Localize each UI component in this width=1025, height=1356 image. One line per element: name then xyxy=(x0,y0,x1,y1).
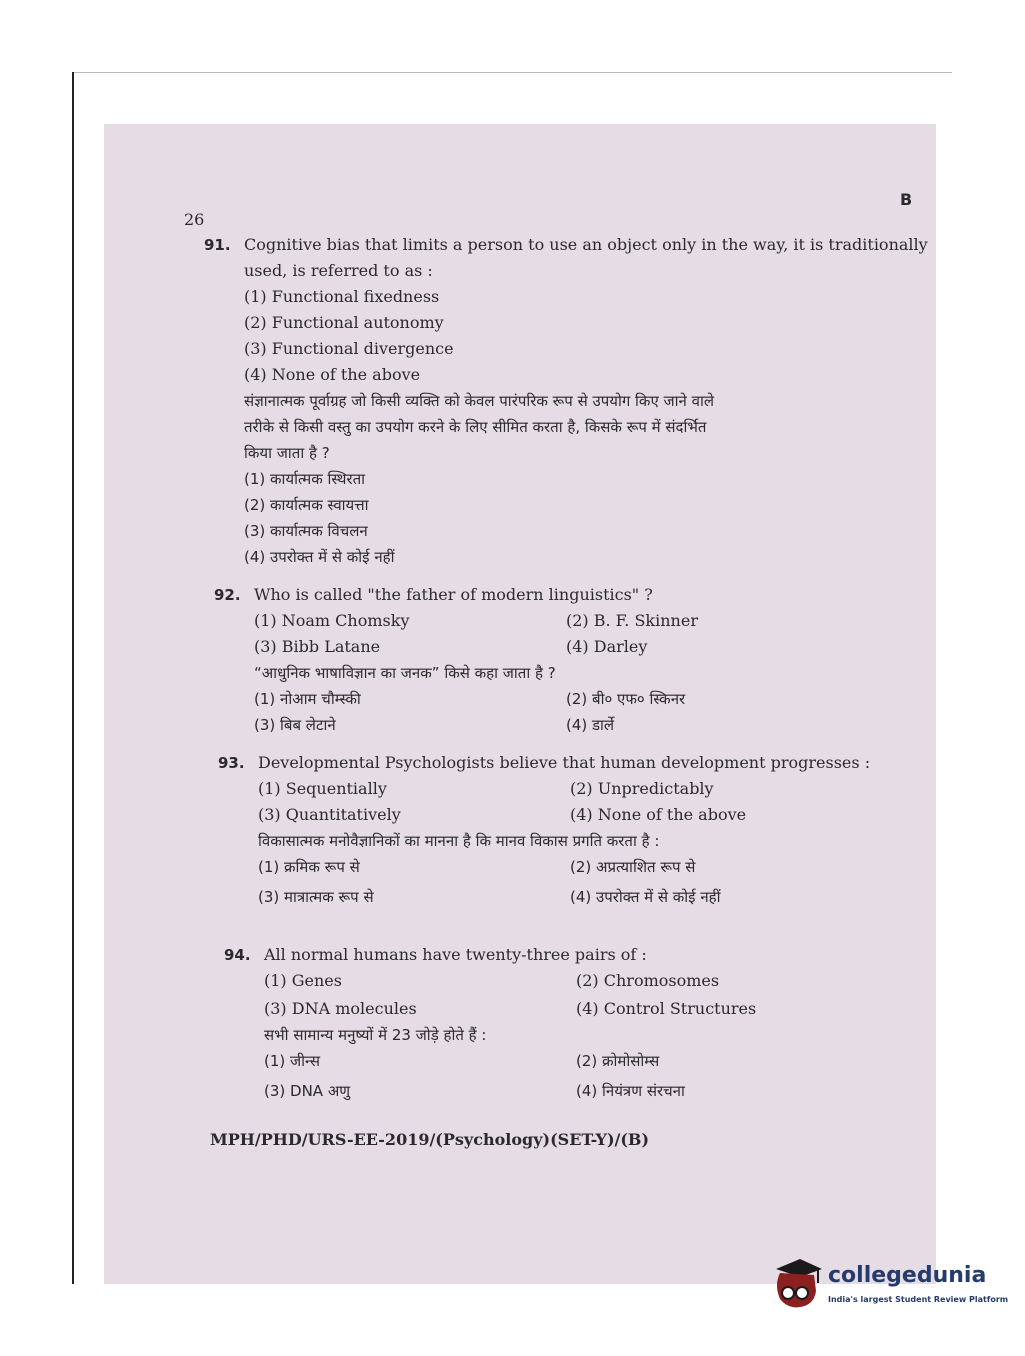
option-en: (3) DNA molecules xyxy=(264,999,417,1018)
question-paper-page xyxy=(104,124,936,1284)
question-92 xyxy=(214,582,698,738)
options-hi xyxy=(258,854,870,910)
option-hi: (2) कार्यात्मक स्वायत्ता xyxy=(244,496,369,514)
option-en: (1) Sequentially xyxy=(258,779,387,798)
options-hi xyxy=(254,686,686,738)
scan-edge-top xyxy=(72,72,952,73)
options-en xyxy=(258,776,870,828)
option-en: (2) Unpredictably xyxy=(570,779,714,798)
option-hi: (3) कार्यात्मक विचलन xyxy=(244,522,368,540)
question-text-en: Cognitive bias that limits a person to use an object only in the way, it is traditionally xyxy=(244,235,928,254)
option-en: (4) Control Structures xyxy=(576,999,757,1018)
scan-edge-left xyxy=(72,72,74,1284)
question-number: 92. xyxy=(214,586,241,604)
option-en: (4) None of the above xyxy=(570,805,747,824)
option-en: (1) Noam Chomsky xyxy=(254,611,410,630)
option-hi: (3) DNA अणु xyxy=(264,1082,351,1100)
option-en: (2) Chromosomes xyxy=(576,971,720,990)
question-number: 93. xyxy=(218,754,245,772)
question-91 xyxy=(204,232,928,570)
option-hi: (1) जीन्स xyxy=(264,1052,321,1070)
question-text-hi: संज्ञानात्मक पूर्वाग्रह जो किसी व्यक्ति को केवल पारंपरिक रूप से उपयोग किए जाने वाले xyxy=(244,392,715,410)
option-hi: (2) अप्रत्याशित रूप से xyxy=(570,858,696,876)
brand-tagline: India's largest Student Review Platform xyxy=(828,1295,1009,1304)
option-hi: (1) क्रमिक रूप से xyxy=(258,858,360,876)
question-text-hi: सभी सामान्य मनुष्यों में 23 जोड़े होते हैं : xyxy=(264,1026,487,1044)
collegedunia-logo xyxy=(770,1255,1009,1315)
option-hi: (4) उपरोक्त में से कोई नहीं xyxy=(244,548,395,566)
question-number: 94. xyxy=(224,946,251,964)
mascot-icon xyxy=(770,1255,824,1313)
question-text-hi: तरीके से किसी वस्तु का उपयोग करने के लिए सीमित करता है, किसके रूप में संदर्भित xyxy=(244,418,707,436)
option-hi: (1) नोआम चौम्स्की xyxy=(254,690,361,708)
option-en: (1) Genes xyxy=(264,971,342,990)
question-number: 91. xyxy=(204,236,231,254)
option-en: (2) B. F. Skinner xyxy=(566,611,698,630)
question-text-en: used, is referred to as : xyxy=(244,261,433,280)
question-93 xyxy=(218,750,871,910)
options-hi xyxy=(264,1048,685,1104)
option-en: (4) None of the above xyxy=(244,365,421,384)
option-en: (2) Functional autonomy xyxy=(244,313,444,332)
question-text-hi: किया जाता है ? xyxy=(244,444,330,462)
question-text-en: Who is called "the father of modern linguistics" ? xyxy=(254,585,653,604)
set-letter: B xyxy=(900,190,913,209)
option-hi: (3) बिब लेटाने xyxy=(254,716,336,734)
option-hi: (2) क्रोमोसोम्स xyxy=(576,1052,660,1070)
option-en: (4) Darley xyxy=(566,637,648,656)
option-hi: (4) उपरोक्त में से कोई नहीं xyxy=(570,888,721,906)
paper-footer-code: MPH/PHD/URS-EE-2019/(Psychology)(SET-Y)/(B) xyxy=(210,1130,650,1149)
page-number: 26 xyxy=(184,210,205,229)
question-text-en: Developmental Psychologists believe that human development progresses : xyxy=(258,753,871,772)
option-hi: (4) डार्ले xyxy=(566,716,615,734)
option-hi: (4) नियंत्रण संरचना xyxy=(576,1082,685,1100)
question-94 xyxy=(224,942,757,1104)
option-hi: (2) बी० एफ० स्किनर xyxy=(566,690,686,708)
question-text-hi: विकासात्मक मनोवैज्ञानिकों का मानना है कि मानव विकास प्रगति करता है : xyxy=(258,832,660,850)
option-en: (3) Functional divergence xyxy=(244,339,454,358)
option-hi: (1) कार्यात्मक स्थिरता xyxy=(244,470,366,488)
option-en: (3) Bibb Latane xyxy=(254,637,381,656)
brand-name: collegedunia xyxy=(828,1263,987,1288)
question-text-en: All normal humans have twenty-three pairs of : xyxy=(264,945,647,964)
option-en: (3) Quantitatively xyxy=(258,805,401,824)
question-text-hi: “आधुनिक भाषाविज्ञान का जनक” किसे कहा जाता है ? xyxy=(254,664,556,682)
option-en: (1) Functional fixedness xyxy=(244,287,440,306)
options-en xyxy=(254,608,698,660)
option-hi: (3) मात्रात्मक रूप से xyxy=(258,888,374,906)
options-en xyxy=(264,968,757,1022)
